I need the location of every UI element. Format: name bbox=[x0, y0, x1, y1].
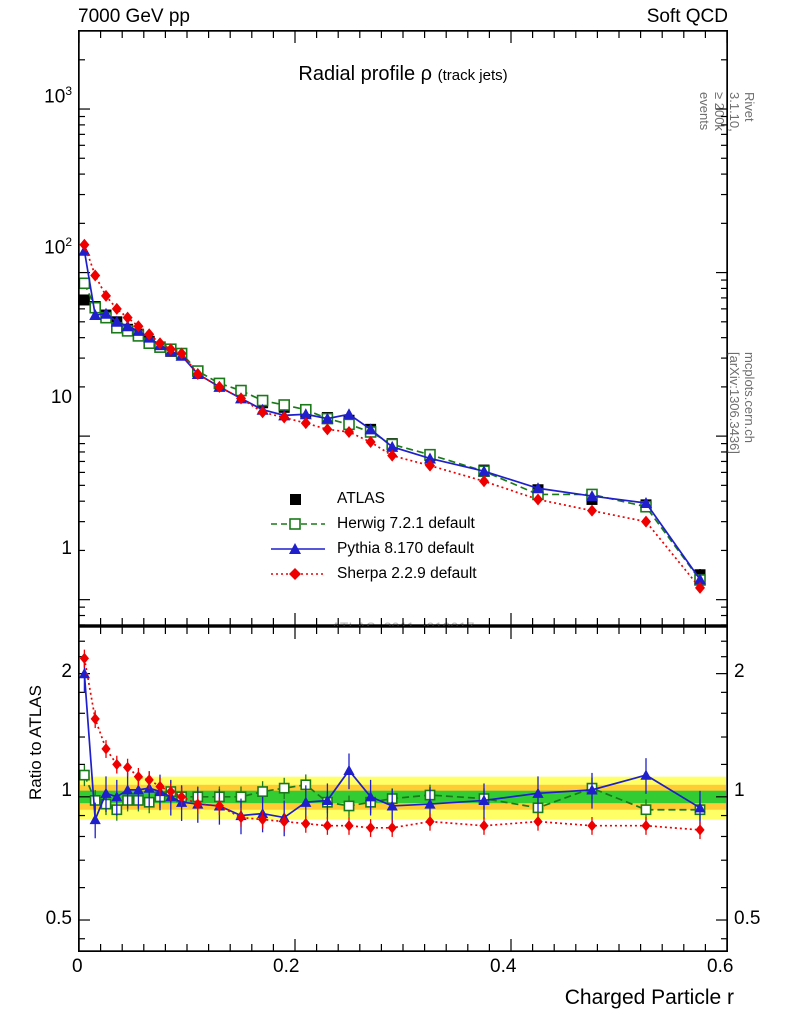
legend-label-pythia: Pythia 8.170 default bbox=[337, 539, 475, 557]
header-process-label: Soft QCD bbox=[646, 6, 728, 27]
ytick-ratio-05-right: 0.5 bbox=[734, 908, 761, 929]
ytick-ratio-1-left: 1 bbox=[61, 780, 72, 801]
series-main-sherpa bbox=[79, 239, 705, 594]
ratio-y-axis-label: Ratio to ATLAS bbox=[26, 685, 45, 800]
mcplots-caption: mcplots.cern.ch [arXiv:1306.3436] bbox=[727, 352, 757, 454]
x-axis-label: Charged Particle r bbox=[564, 986, 734, 1009]
ytick-main-1: 1 bbox=[61, 538, 72, 559]
legend-label-herwig: Herwig 7.2.1 default bbox=[337, 514, 475, 532]
ytick-ratio-1-right: 1 bbox=[734, 780, 745, 801]
ytick-main-1000: $10^3$ bbox=[44, 84, 72, 108]
legend-label-sherpa: Sherpa 2.2.9 default bbox=[337, 564, 477, 582]
ytick-main-10: 10 bbox=[50, 387, 72, 408]
ytick-ratio-2-right: 2 bbox=[734, 661, 745, 682]
ytick-ratio-05-left: 0.5 bbox=[45, 908, 72, 929]
xtick-02: 0.2 bbox=[273, 956, 300, 977]
series-main-pythia bbox=[78, 245, 706, 585]
series-main-herwig bbox=[79, 278, 705, 585]
xtick-0: 0 bbox=[72, 956, 83, 977]
main-frame-border bbox=[79, 31, 727, 625]
legend-label-atlas: ATLAS bbox=[337, 489, 385, 507]
rivet-version-caption: Rivet 3.1.10, ≥ 200k events bbox=[697, 92, 757, 132]
ytick-main-100: $10^2$ bbox=[44, 235, 72, 259]
xtick-04: 0.4 bbox=[490, 956, 517, 977]
header-beam-label: 7000 GeV pp bbox=[78, 6, 190, 27]
series-main-atlas bbox=[79, 294, 706, 581]
xtick-06: 0.6 bbox=[707, 956, 734, 977]
plot-title-main: Radial profile ρ bbox=[298, 63, 433, 85]
ytick-ratio-2-left: 2 bbox=[61, 661, 72, 682]
plot-title-suffix: (track jets) bbox=[437, 67, 508, 84]
